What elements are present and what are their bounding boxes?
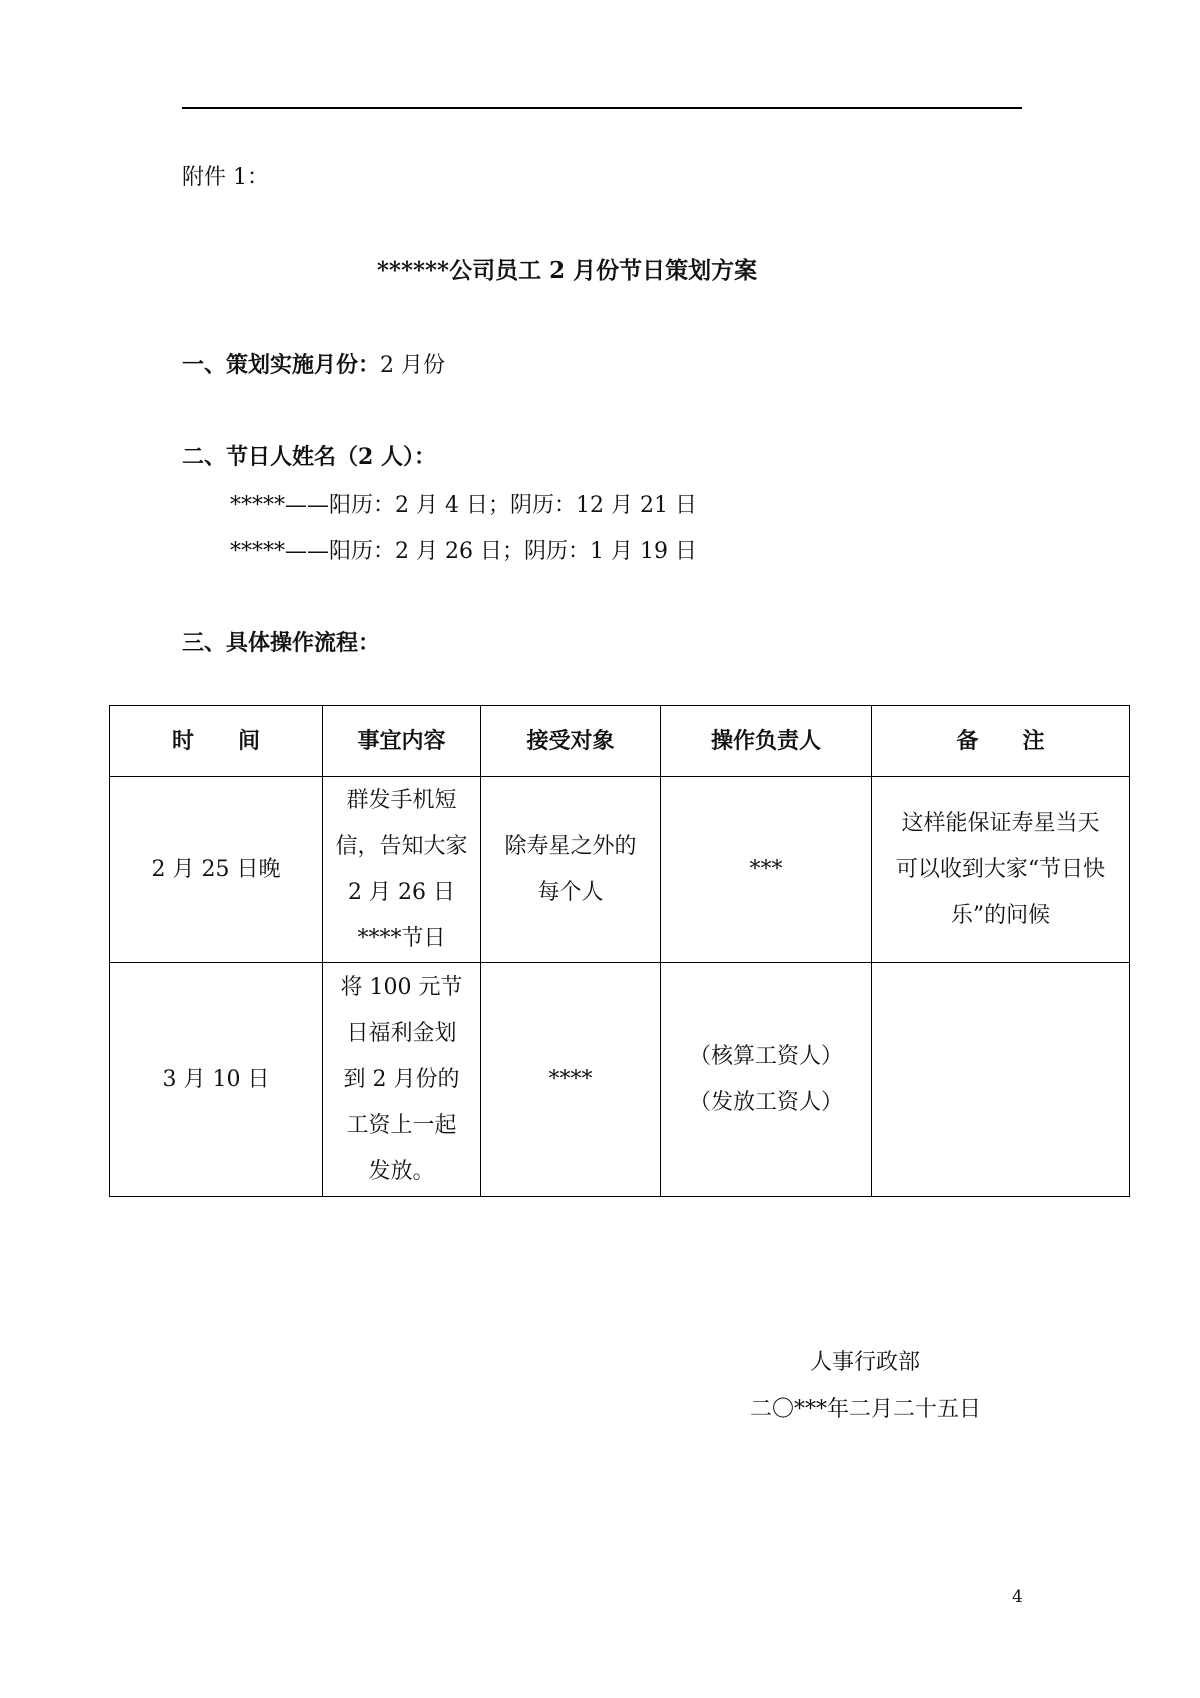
- row1-content-line: 信，告知大家: [335, 833, 468, 859]
- row1-remark-line: 这样能保证寿星当天: [901, 810, 1100, 836]
- row2-owner-line: （发放工资人）: [688, 1089, 843, 1115]
- header-owner: 操作负责人: [661, 706, 872, 777]
- row1-target-line: 除寿星之外的: [504, 833, 637, 859]
- row1-remark: [872, 777, 1130, 963]
- header-time: 时 间: [110, 706, 323, 777]
- row2-content: [323, 963, 481, 1197]
- row2-content-line: 发放。: [368, 1158, 435, 1184]
- section-3-heading: 三、具体操作流程：: [182, 630, 381, 656]
- document-title: ******公司员工 2 月份节日策划方案: [376, 257, 758, 284]
- row1-content-line: ****节日: [357, 925, 446, 951]
- row1-content-line: 群发手机短: [346, 787, 457, 813]
- row2-owner: [661, 963, 872, 1197]
- row2-target-line: ****: [548, 1066, 593, 1092]
- header-content: 事宜内容: [323, 706, 481, 777]
- header-target: 接受对象: [481, 706, 661, 777]
- row2-content-line: 日福利金划: [346, 1020, 457, 1046]
- table-row: [110, 777, 1130, 963]
- row2-content-line: 到 2 月份的: [343, 1066, 460, 1092]
- row1-owner-line: ***: [749, 856, 783, 882]
- row1-target: [481, 777, 661, 963]
- section-1-value: 2 月份: [380, 353, 446, 378]
- row1-remark-line: 乐”的问候: [950, 902, 1051, 928]
- row2-remark: [872, 963, 1130, 1197]
- signature-department: 人事行政部: [810, 1350, 921, 1375]
- row1-owner: [661, 777, 872, 963]
- row1-remark-line: 可以收到大家“节日快: [895, 856, 1106, 882]
- row1-content: [323, 777, 481, 963]
- row2-owner-line: （核算工资人）: [688, 1043, 843, 1069]
- row1-content-line: 2 月 26 日: [348, 879, 455, 905]
- section-1: [182, 348, 445, 379]
- signature-date: 二〇***年二月二十五日: [750, 1397, 982, 1422]
- page-number: 4: [1012, 1587, 1023, 1607]
- row2-content-line: 将 100 元节: [340, 974, 463, 1000]
- section-1-heading: 一、策划实施月份：: [182, 352, 381, 378]
- row2-content-line: 工资上一起: [346, 1112, 457, 1138]
- person-line-2: *****——阳历：2 月 26 日；阴历：1 月 19 日: [230, 539, 697, 564]
- row1-target-line: 每个人: [537, 879, 604, 905]
- row2-target: [481, 963, 661, 1197]
- row1-time: 2 月 25 日晚: [110, 777, 323, 963]
- operation-table: [109, 705, 1130, 1197]
- header-remark: 备 注: [872, 706, 1130, 777]
- row2-time: 3 月 10 日: [110, 963, 323, 1197]
- attachment-label: 附件 1：: [182, 165, 269, 190]
- table-row: [110, 963, 1130, 1197]
- person-line-1: *****——阳历：2 月 4 日；阴历：12 月 21 日: [230, 493, 697, 518]
- table-header-row: [110, 706, 1130, 777]
- header-rule: [182, 107, 1022, 109]
- section-2-heading: 二、节日人姓名（2 人）：: [182, 444, 436, 470]
